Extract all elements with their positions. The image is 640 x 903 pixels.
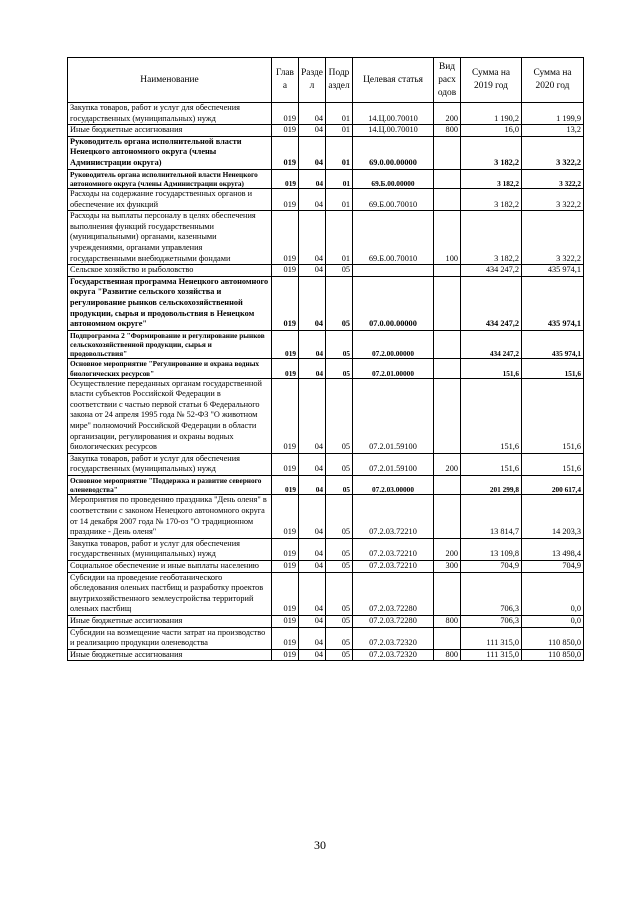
row-razdel: 04 <box>299 359 326 378</box>
budget-table <box>67 57 584 661</box>
row-sum-2019: 151,6 <box>461 453 522 475</box>
row-razdel: 04 <box>299 649 326 661</box>
row-razdel: 04 <box>299 103 326 125</box>
row-podrazdel: 05 <box>326 538 353 560</box>
row-podrazdel: 05 <box>326 330 353 359</box>
row-glava: 019 <box>272 538 299 560</box>
table-row <box>68 265 584 277</box>
row-vid: 200 <box>434 453 461 475</box>
row-sum-2020: 3 322,2 <box>522 136 584 169</box>
row-name: Осуществление переданных органам государственной власти субъектов Российской Федерации в соответствии с частью первой статьи 6 Федерального закона от 24 апреля 1995 года № 52-ФЗ "О животном мире" полномочий Российской Федерации в области организации, регулирования и охраны водных биологических ресурсов <box>68 378 272 453</box>
row-podrazdel: 05 <box>326 649 353 661</box>
header-vid: Вид расх одов <box>434 58 461 103</box>
row-vid <box>434 265 461 277</box>
row-glava: 019 <box>272 572 299 615</box>
row-name: Иные бюджетные ассигнования <box>68 125 272 137</box>
header-sum2019: Сумма на 2019 год <box>461 58 522 103</box>
table-row <box>68 453 584 475</box>
table-row <box>68 378 584 453</box>
row-podrazdel: 05 <box>326 572 353 615</box>
page-number: 30 <box>314 838 326 852</box>
row-glava: 019 <box>272 453 299 475</box>
row-sum-2019: 201 299,8 <box>461 476 522 495</box>
row-vid: 800 <box>434 615 461 627</box>
row-vid: 300 <box>434 561 461 573</box>
row-razdel: 04 <box>299 453 326 475</box>
row-name: Руководитель органа исполнительной власти Ненецкого автономного округа (члены Администрации округа) <box>68 169 272 188</box>
row-target: 07.2.03.72210 <box>353 495 434 538</box>
row-sum-2019: 434 247,2 <box>461 330 522 359</box>
row-glava: 019 <box>272 476 299 495</box>
row-sum-2020: 3 322,2 <box>522 188 584 210</box>
row-sum-2020: 13,2 <box>522 125 584 137</box>
row-vid <box>434 495 461 538</box>
row-razdel: 04 <box>299 265 326 277</box>
table-row <box>68 211 584 265</box>
row-target: 69.0.00.00000 <box>353 136 434 169</box>
row-sum-2020: 3 322,2 <box>522 169 584 188</box>
row-vid <box>434 378 461 453</box>
row-glava: 019 <box>272 136 299 169</box>
row-glava: 019 <box>272 359 299 378</box>
row-name: Мероприятия по проведению праздника "День оленя" в соответствии с законом Ненецкого автономного округа от 14 декабря 2007 года № 170-оз "О традиционном празднике - День оленя" <box>68 495 272 538</box>
table-row <box>68 330 584 359</box>
row-razdel: 04 <box>299 276 326 330</box>
row-sum-2020: 435 974,1 <box>522 276 584 330</box>
row-vid <box>434 169 461 188</box>
row-sum-2019: 151,6 <box>461 359 522 378</box>
table-row <box>68 561 584 573</box>
row-sum-2019: 111 315,0 <box>461 627 522 649</box>
row-sum-2019: 1 190,2 <box>461 103 522 125</box>
row-glava: 019 <box>272 125 299 137</box>
row-vid: 800 <box>434 649 461 661</box>
row-sum-2019: 151,6 <box>461 378 522 453</box>
row-vid <box>434 572 461 615</box>
row-glava: 019 <box>272 265 299 277</box>
row-vid <box>434 476 461 495</box>
row-podrazdel: 01 <box>326 188 353 210</box>
row-razdel: 04 <box>299 476 326 495</box>
row-glava: 019 <box>272 495 299 538</box>
row-target: 07.2.03.72210 <box>353 538 434 560</box>
row-name: Субсидии на возмещение части затрат на производство и реализацию продукции оленеводства <box>68 627 272 649</box>
row-vid: 100 <box>434 211 461 265</box>
table-row <box>68 276 584 330</box>
row-sum-2020: 151,6 <box>522 378 584 453</box>
row-razdel: 04 <box>299 378 326 453</box>
row-sum-2019: 13 814,7 <box>461 495 522 538</box>
row-sum-2019: 706,3 <box>461 615 522 627</box>
table-body <box>68 103 584 661</box>
table-row <box>68 538 584 560</box>
header-razdel: Разде л <box>299 58 326 103</box>
row-podrazdel: 05 <box>326 359 353 378</box>
row-target: 07.2.03.00000 <box>353 476 434 495</box>
row-name: Расходы на выплаты персоналу в целях обеспечения выполнения функций государственными (муниципальными) органами, казенными учреждениями, органами управления государственными внебюджетными фондами <box>68 211 272 265</box>
row-sum-2020: 1 199,9 <box>522 103 584 125</box>
row-razdel: 04 <box>299 136 326 169</box>
row-target: 69.Б.00.00000 <box>353 169 434 188</box>
row-sum-2020: 704,9 <box>522 561 584 573</box>
row-target: 07.0.00.00000 <box>353 276 434 330</box>
row-sum-2020: 3 322,2 <box>522 211 584 265</box>
row-name: Подпрограмма 2 "Формирование и регулирование рынков сельскохозяйственной продукции, сырья и продовольствия" <box>68 330 272 359</box>
row-name: Расходы на содержание государственных органов и обеспечение их функций <box>68 188 272 210</box>
row-glava: 019 <box>272 378 299 453</box>
row-razdel: 04 <box>299 627 326 649</box>
row-sum-2019: 3 182,2 <box>461 136 522 169</box>
row-glava: 019 <box>272 330 299 359</box>
row-target: 07.2.03.72280 <box>353 572 434 615</box>
row-target: 07.2.01.00000 <box>353 359 434 378</box>
row-name: Закупка товаров, работ и услуг для обеспечения государственных (муниципальных) нужд <box>68 103 272 125</box>
row-podrazdel: 05 <box>326 615 353 627</box>
row-glava: 019 <box>272 627 299 649</box>
row-name: Субсидии на проведение геоботанического обследования оленьих пастбищ и разработку проектов внутрихозяйственного землеустройства территорий оленьих пастбищ <box>68 572 272 615</box>
table-row <box>68 615 584 627</box>
row-target: 07.2.01.59100 <box>353 453 434 475</box>
table-row <box>68 359 584 378</box>
row-name: Социальное обеспечение и иные выплаты населению <box>68 561 272 573</box>
row-sum-2019: 3 182,2 <box>461 211 522 265</box>
row-podrazdel: 05 <box>326 378 353 453</box>
row-razdel: 04 <box>299 169 326 188</box>
row-razdel: 04 <box>299 572 326 615</box>
row-vid <box>434 188 461 210</box>
row-sum-2020: 151,6 <box>522 359 584 378</box>
row-target: 07.2.03.72320 <box>353 627 434 649</box>
row-sum-2020: 0,0 <box>522 615 584 627</box>
row-sum-2020: 151,6 <box>522 453 584 475</box>
row-razdel: 04 <box>299 125 326 137</box>
row-sum-2019: 706,3 <box>461 572 522 615</box>
row-glava: 019 <box>272 276 299 330</box>
row-vid: 800 <box>434 125 461 137</box>
row-sum-2020: 13 498,4 <box>522 538 584 560</box>
row-podrazdel: 01 <box>326 136 353 169</box>
row-target: 69.Б.00.70010 <box>353 211 434 265</box>
row-sum-2020: 435 974,1 <box>522 330 584 359</box>
row-razdel: 04 <box>299 538 326 560</box>
row-glava: 019 <box>272 649 299 661</box>
row-podrazdel: 05 <box>326 495 353 538</box>
row-podrazdel: 05 <box>326 453 353 475</box>
row-vid <box>434 276 461 330</box>
table-row <box>68 572 584 615</box>
row-podrazdel: 05 <box>326 627 353 649</box>
row-sum-2019: 434 247,2 <box>461 265 522 277</box>
row-sum-2019: 13 109,8 <box>461 538 522 560</box>
row-sum-2020: 200 617,4 <box>522 476 584 495</box>
header-sum2020: Сумма на 2020 год <box>522 58 584 103</box>
row-sum-2019: 704,9 <box>461 561 522 573</box>
header-target: Целевая статья <box>353 58 434 103</box>
row-name: Основное мероприятие "Регулирование и охрана водных биологических ресурсов" <box>68 359 272 378</box>
row-name: Государственная программа Ненецкого автономного округа "Развитие сельского хозяйства и регулирование рынков сельскохозяйственной продукции, сырья и продовольствия в Ненецком автономном округе" <box>68 276 272 330</box>
row-razdel: 04 <box>299 330 326 359</box>
row-target <box>353 265 434 277</box>
row-sum-2019: 434 247,2 <box>461 276 522 330</box>
row-glava: 019 <box>272 211 299 265</box>
row-name: Закупка товаров, работ и услуг для обеспечения государственных (муниципальных) нужд <box>68 453 272 475</box>
row-sum-2019: 3 182,2 <box>461 188 522 210</box>
row-target: 07.2.00.00000 <box>353 330 434 359</box>
row-razdel: 04 <box>299 561 326 573</box>
row-glava: 019 <box>272 188 299 210</box>
table-row <box>68 125 584 137</box>
row-podrazdel: 01 <box>326 103 353 125</box>
row-sum-2019: 111 315,0 <box>461 649 522 661</box>
table-row <box>68 136 584 169</box>
row-vid <box>434 627 461 649</box>
table-row <box>68 649 584 661</box>
row-target: 07.2.03.72210 <box>353 561 434 573</box>
row-vid <box>434 136 461 169</box>
row-target: 07.2.01.59100 <box>353 378 434 453</box>
row-razdel: 04 <box>299 615 326 627</box>
row-target: 14.Ц.00.70010 <box>353 125 434 137</box>
header-glava: Глав а <box>272 58 299 103</box>
header-podrazdel: Подр аздел <box>326 58 353 103</box>
table-row <box>68 627 584 649</box>
table-header-row <box>68 58 584 103</box>
row-vid <box>434 330 461 359</box>
row-podrazdel: 05 <box>326 476 353 495</box>
row-razdel: 04 <box>299 188 326 210</box>
row-sum-2020: 110 850,0 <box>522 649 584 661</box>
row-name: Иные бюджетные ассигнования <box>68 615 272 627</box>
row-sum-2019: 3 182,2 <box>461 169 522 188</box>
row-glava: 019 <box>272 103 299 125</box>
row-glava: 019 <box>272 615 299 627</box>
row-podrazdel: 01 <box>326 211 353 265</box>
row-glava: 019 <box>272 561 299 573</box>
row-podrazdel: 01 <box>326 125 353 137</box>
row-name: Основное мероприятие "Поддержка и развитие северного оленеводства" <box>68 476 272 495</box>
table-row <box>68 103 584 125</box>
row-name: Закупка товаров, работ и услуг для обеспечения государственных (муниципальных) нужд <box>68 538 272 560</box>
row-sum-2020: 435 974,1 <box>522 265 584 277</box>
row-sum-2020: 0,0 <box>522 572 584 615</box>
row-name: Руководитель органа исполнительной власти Ненецкого автономного округа (члены Администрации округа) <box>68 136 272 169</box>
row-target: 07.2.03.72320 <box>353 649 434 661</box>
row-podrazdel: 01 <box>326 169 353 188</box>
row-glava: 019 <box>272 169 299 188</box>
table-row <box>68 169 584 188</box>
row-target: 07.2.03.72280 <box>353 615 434 627</box>
row-target: 69.Б.00.70010 <box>353 188 434 210</box>
row-podrazdel: 05 <box>326 276 353 330</box>
row-podrazdel: 05 <box>326 265 353 277</box>
row-sum-2020: 110 850,0 <box>522 627 584 649</box>
row-name: Иные бюджетные ассигнования <box>68 649 272 661</box>
row-vid <box>434 359 461 378</box>
row-razdel: 04 <box>299 211 326 265</box>
table-row <box>68 476 584 495</box>
row-sum-2019: 16,0 <box>461 125 522 137</box>
row-podrazdel: 05 <box>326 561 353 573</box>
table-row <box>68 495 584 538</box>
header-name: Наименование <box>68 58 272 103</box>
row-sum-2020: 14 203,3 <box>522 495 584 538</box>
row-vid: 200 <box>434 103 461 125</box>
row-razdel: 04 <box>299 495 326 538</box>
row-target: 14.Ц.00.70010 <box>353 103 434 125</box>
row-vid: 200 <box>434 538 461 560</box>
row-name: Сельское хозяйство и рыболовство <box>68 265 272 277</box>
table-row <box>68 188 584 210</box>
